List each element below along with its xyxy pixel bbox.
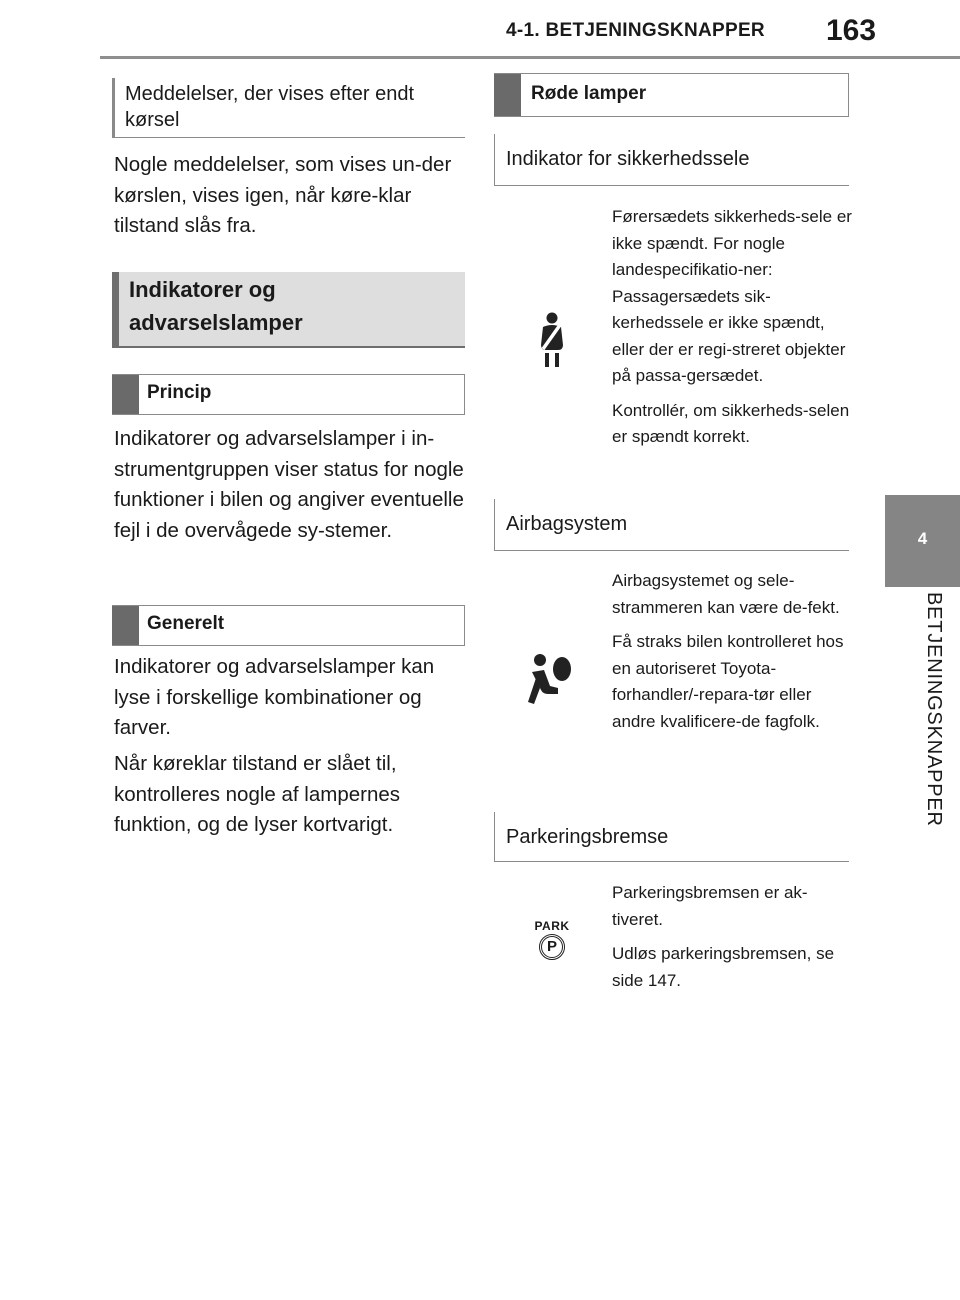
red-lamps-heading-box (494, 73, 849, 117)
seatbelt-warning-icon (534, 312, 570, 368)
general-paragraph-2: Når køreklar tilstand er slået til, kontrolleres nogle af lampernes funktion, og de lyser kortvarigt. (114, 752, 401, 836)
page-number: 163 (826, 14, 877, 47)
chapter-header-title: 4-1. BETJENINGSKNAPPER (506, 20, 765, 41)
seatbelt-description (612, 204, 852, 451)
heading-bar (112, 375, 139, 414)
chapter-side-label: BETJENINGSKNAPPER (923, 592, 945, 827)
park-circle-letter: P (539, 934, 565, 960)
airbag-indicator-title: Airbagsystem (494, 499, 849, 551)
messages-subheading: Meddelelser, der vises efter endt kørsel (112, 78, 465, 138)
parking-brake-icon (534, 919, 570, 961)
airbag-warning-icon (526, 652, 572, 706)
principle-paragraph: Indikatorer og advarselslamper i in-strumentgruppen viser status for nogle funktioner i bilen og angiver eventuelle fejl i de overvågede sy-stemer. (114, 427, 464, 542)
parking-brake-description-line: Udløs parkeringsbremsen, se side 147. (612, 944, 835, 990)
parking-brake-description (612, 880, 852, 994)
parking-brake-indicator-title: Parkeringsbremse (494, 812, 849, 862)
general-heading-box (112, 605, 465, 646)
messages-paragraph: Nogle meddelelser, som vises un-der kørslen, vises igen, når køre-klar tilstand slås fra. (114, 153, 452, 237)
principle-heading: Princip (147, 382, 212, 403)
seatbelt-description-line: Førersædets sikkerheds-sele er ikke spændt. For nogle landespecifikatio-ner: Passagersædets sik-kerhedssele er ikke spændt, eller der er regi-streret objekter på passa-gersædet. (612, 207, 852, 385)
airbag-description (612, 568, 852, 735)
heading-bar (494, 74, 521, 116)
general-paragraph-1: Indikatorer og advarselslamper kan lyse i forskellige kombinationer og farver. (114, 655, 435, 739)
seatbelt-description-line: Kontrollér, om sikkerheds-selen er spændt korrekt. (612, 400, 850, 446)
airbag-description-line: Airbagsystemet og sele-strammeren kan være de-fekt. (612, 571, 840, 617)
airbag-description-line: Få straks bilen kontrolleret hos en autoriseret Toyota-forhandler/-repara-tør eller andre kvalificere-de fagfolk. (612, 632, 844, 731)
red-lamps-heading: Røde lamper (531, 83, 647, 104)
park-label: PARK (534, 919, 570, 933)
chapter-side-tab (885, 495, 960, 587)
header-divider (100, 56, 960, 59)
general-heading: Generelt (147, 613, 225, 634)
section-title: Indikatorer og advarselslamper (129, 277, 303, 335)
heading-bar (112, 606, 139, 645)
parking-brake-description-line: Parkeringsbremsen er ak-tiveret. (612, 883, 808, 929)
principle-heading-box (112, 374, 465, 415)
section-heading-box (112, 272, 465, 348)
chapter-number: 4 (917, 529, 928, 548)
seatbelt-indicator-title: Indikator for sikkerhedssele (494, 134, 849, 186)
